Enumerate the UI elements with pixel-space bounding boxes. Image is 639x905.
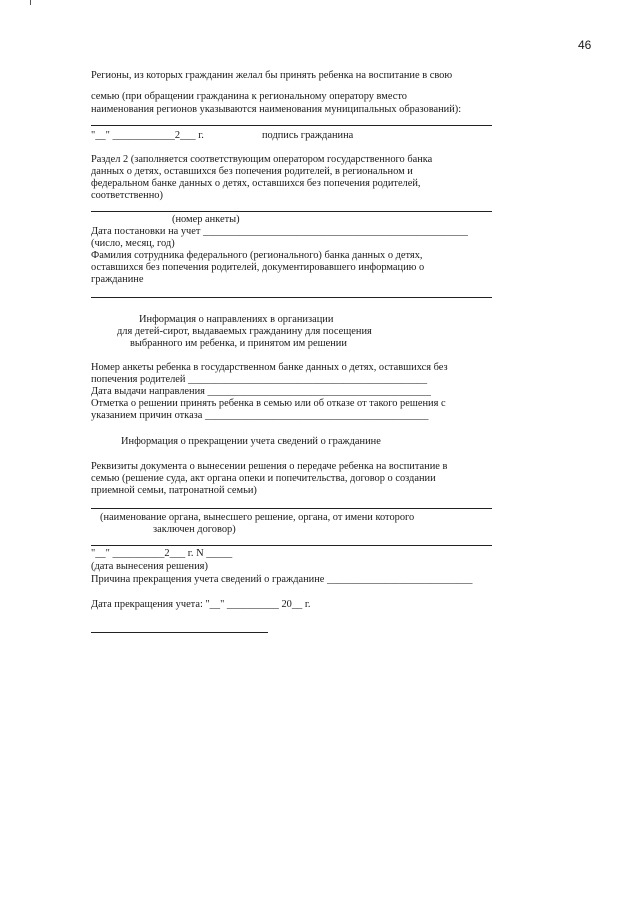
scan-mark bbox=[30, 0, 31, 5]
termination-line-3: приемной семьи, патронатной семьи) bbox=[91, 485, 257, 496]
section2-line-2: данных о детях, оставшихся без попечения родителей, в региональном и bbox=[91, 166, 413, 177]
citizen-sign-date: "__" ____________2___ г. bbox=[91, 130, 204, 141]
footnote-separator bbox=[91, 632, 268, 633]
child-form-number-cont: попечения родителей ______________________________________________ bbox=[91, 374, 428, 385]
refusal-reasons: указанием причин отказа ___________________________________________ bbox=[91, 410, 429, 421]
employee-fill-line bbox=[91, 297, 492, 298]
termination-line-2: семью (решение суда, акт органа опеки и попечительства, договор о создании bbox=[91, 473, 436, 484]
citizen-signature-label: подпись гражданина bbox=[262, 130, 354, 141]
referral-date: Дата выдачи направления ___________________________________________ bbox=[91, 386, 431, 397]
registration-date-hint: (число, месяц, год) bbox=[91, 238, 175, 249]
decision-mark: Отметка о решении принять ребенка в семью или об отказе от такого решения с bbox=[91, 398, 446, 409]
directions-heading-2: для детей-сирот, выдаваемых гражданину для посещения bbox=[117, 326, 372, 337]
document-details-line bbox=[91, 508, 492, 509]
organ-name-hint-1: (наименование органа, вынесшего решение, органа, от имени которого bbox=[100, 512, 415, 523]
section2-line-4: соответственно) bbox=[91, 190, 163, 201]
organ-fill-line bbox=[91, 545, 492, 546]
child-form-number: Номер анкеты ребенка в государственном банке данных о детях, оставшихся без bbox=[91, 362, 448, 373]
organ-name-hint-2: заключен договор) bbox=[153, 524, 236, 535]
regions-line-2: семью (при обращении гражданина к региональному оператору вместо bbox=[91, 91, 407, 102]
questionnaire-number-line bbox=[91, 211, 492, 212]
directions-heading-3: выбранного им ребенка, и принятом им решении bbox=[130, 338, 347, 349]
employee-line-2: оставшихся без попечения родителей, документировавшего информацию о bbox=[91, 262, 425, 273]
decision-date-hint: (дата вынесения решения) bbox=[91, 561, 208, 572]
registration-date: Дата постановки на учет ___________________________________________________ bbox=[91, 226, 468, 237]
decision-date-number: "__" __________2___ г. N _____ bbox=[91, 548, 233, 559]
regions-fill-line bbox=[91, 125, 492, 126]
page-number: 46 bbox=[578, 38, 592, 52]
directions-heading-1: Информация о направлениях в организации bbox=[139, 314, 334, 325]
section2-line-1: Раздел 2 (заполняется соответствующим оператором государственного банка bbox=[91, 154, 433, 165]
section2-line-3: федеральном банке данных о детях, оставшихся без попечения родителей, bbox=[91, 178, 421, 189]
termination-heading: Информация о прекращении учета сведений о гражданине bbox=[121, 436, 381, 447]
regions-line-1: Регионы, из которых гражданин желал бы принять ребенка на воспитание в свою bbox=[91, 70, 453, 81]
termination-line-1: Реквизиты документа о вынесении решения о передаче ребенка на воспитание в bbox=[91, 461, 448, 472]
employee-line-1: Фамилия сотрудника федерального (регионального) банка данных о детях, bbox=[91, 250, 423, 261]
termination-reason: Причина прекращения учета сведений о гражданине ____________________________ bbox=[91, 574, 473, 585]
termination-end-date: Дата прекращения учета: "__" __________ 20__ г. bbox=[91, 599, 311, 610]
questionnaire-number-label: (номер анкеты) bbox=[172, 214, 240, 225]
employee-line-3: гражданине bbox=[91, 274, 144, 285]
regions-line-3: наименования регионов указываются наименования муниципальных образований): bbox=[91, 104, 462, 115]
